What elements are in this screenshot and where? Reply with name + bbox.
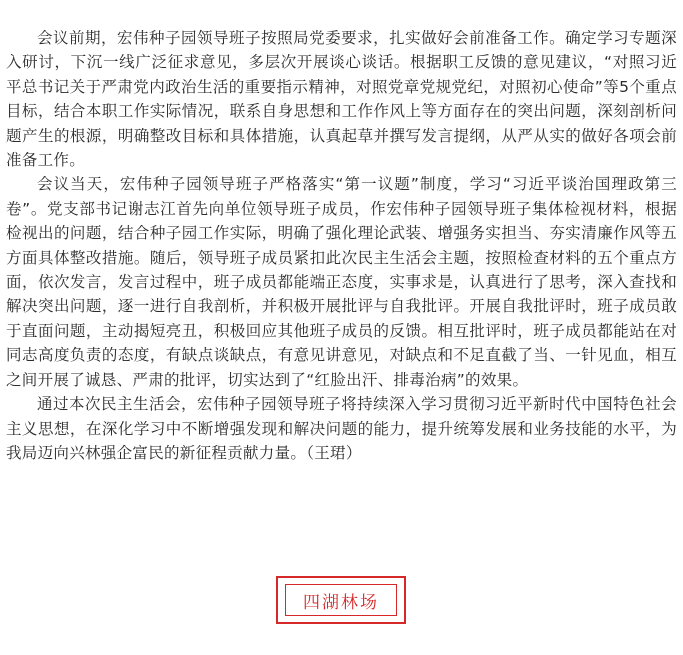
paragraph-conclusion: 通过本次民主生活会，宏伟种子园领导班子将持续深入学习贯彻习近平新时代中国特色社会主义思想，在深化学习中不断增强发现和解决问题的能力，提升统筹发展和业务技能的水平，为我局迈向兴林强企富民的新征程贡献力量。（王珺） <box>6 395 677 462</box>
footer-stamp-label: 四湖林场 <box>303 592 379 613</box>
footer-stamp-inner-border <box>285 584 397 616</box>
paragraph-preparation: 会议前期，宏伟种子园领导班子按照局党委要求，扎实做好会前准备工作。确定学习专题深入研讨，下沉一线广泛征求意见，多层次开展谈心谈话。根据职工反馈的意见建议，“对照习近平总书记关于严肃党内政治生活的重要指示精神，对照党章党规党纪，对照初心使命”等5个重点目标，结合本职工作实际情况，联系自身思想和工作作风上等方面存在的突出问题，深刻剖析问题产生的根源，明确整改目标和具体措施，认真起草并撰写发言提纲，从严从实的做好各项会前准备工作。 <box>6 29 677 170</box>
article-body <box>6 26 677 465</box>
footer-stamp <box>276 576 406 624</box>
paragraph-meeting-day: 会议当天，宏伟种子园领导班子严格落实“第一议题”制度，学习“习近平谈治国理政第三卷”。党支部书记谢志江首先向单位领导班子成员，作宏伟种子园领导班子集体检视材料，根据检视出的问题，结合种子园工作实际，明确了强化理论武装、增强务实担当、夯实清廉作风等五方面具体整改措施。随后，领导班子成员紧扣此次民主生活会主题，按照检查材料的五个重点方面，依次发言，发言过程中，班子成员都能端正态度，实事求是，认真进行了思考，深入查找和解决突出问题，逐一进行自我剖析，并积极开展批评与自我批评。开展自我批评时，班子成员敢于直面问题，主动揭短亮丑，积极回应其他班子成员的反馈。相互批评时，班子成员都能站在对同志高度负责的态度，有缺点谈缺点，有意见讲意见，对缺点和不足直截了当、一针见血，相互之间开展了诚恳、严肃的批评，切实达到了“红脸出汗、排毒治病”的效果。 <box>6 175 677 389</box>
